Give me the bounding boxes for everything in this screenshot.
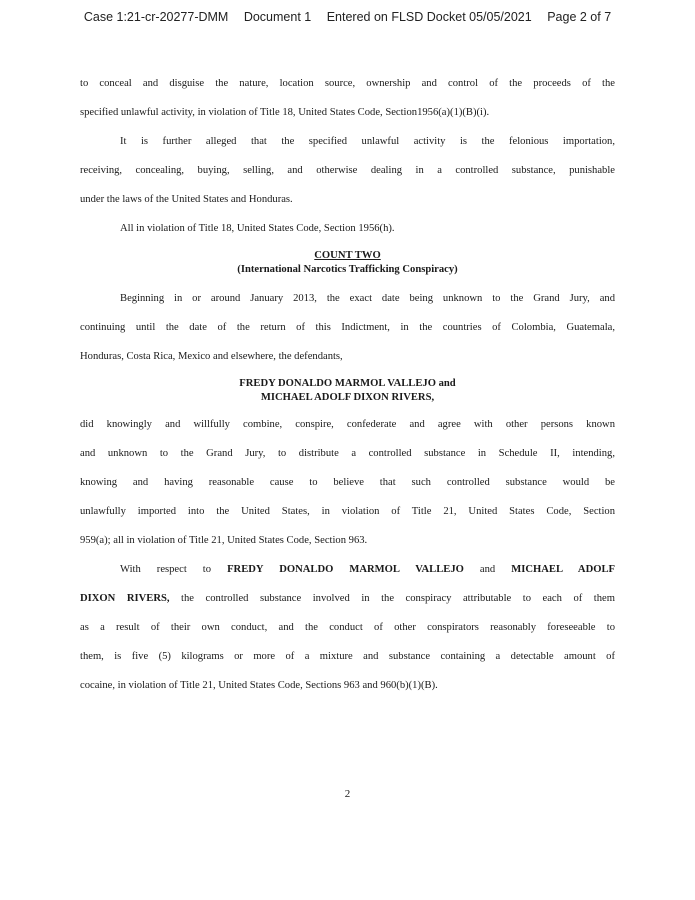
defendant-name-inline: FREDY DONALDO MARMOL VALLEJO [227,564,464,575]
para4-line: continuing until the date of the return of this Indictment, in the countries of Colombia, Guatemala, [80,322,615,333]
para6-line: With respect to FREDY DONALDO MARMOL VALLEJO and MICHAEL ADOLF [120,564,615,575]
page-indicator: Page 2 of 7 [547,10,612,24]
defendant-name-inline: MICHAEL ADOLF [511,564,615,575]
document-body [80,70,615,694]
defendant-name: FREDY DONALDO MARMOL VALLEJO and [239,378,456,389]
page-number: 2 [344,788,351,800]
para4-line: Honduras, Costa Rica, Mexico and elsewhere, the defendants, [80,351,343,362]
para2-line: under the laws of the United States and Honduras. [80,194,293,205]
para6-line: DIXON RIVERS, the controlled substance involved in the conspiracy attributable to each of them [80,593,615,604]
para1-line: to conceal and disguise the nature, location source, ownership and control of the proceeds of the [80,78,615,89]
case-number: Case 1:21-cr-20277-DMM [83,10,229,24]
count-subtitle: (International Narcotics Trafficking Conspiracy) [237,264,458,275]
para6-line: cocaine, in violation of Title 21, United States Code, Sections 963 and 960(b)(1)(B). [80,680,438,691]
para1-line: specified unlawful activity, in violation of Title 18, United States Code, Section1956(a)(1)(B)(i). [80,107,490,118]
para6-line: as a result of their own conduct, and the conduct of other conspirators reasonably foreseeable to [80,622,615,633]
para3-line: All in violation of Title 18, United States Code, Section 1956(h). [120,223,395,234]
para5-line: did knowingly and willfully combine, conspire, confederate and agree with other persons known [80,419,615,430]
defendant-name: MICHAEL ADOLF DIXON RIVERS, [260,392,435,403]
para6-line: them, is five (5) kilograms or more of a mixture and substance containing a detectable amount of [80,651,615,662]
document-number: Document 1 [243,10,312,24]
para5-line: knowing and having reasonable cause to believe that such controlled substance would be [80,477,615,488]
para2-line: receiving, concealing, buying, selling, and otherwise dealing in a controlled substance, punishable [80,165,615,176]
para5-line: 959(a); all in violation of Title 21, United States Code, Section 963. [80,535,368,546]
para4-line: Beginning in or around January 2013, the exact date being unknown to the Grand Jury, and [120,293,615,304]
para2-line: It is further alleged that the specified unlawful activity is the felonious importation, [120,136,615,147]
count-title: COUNT TWO [314,250,381,261]
docket-entry: Entered on FLSD Docket 05/05/2021 [326,10,532,24]
defendant-name-inline: DIXON RIVERS, [80,593,170,604]
para5-line: and unknown to the Grand Jury, to distribute a controlled substance in Schedule II, intending, [80,448,615,459]
docket-header [0,10,695,24]
para5-line: unlawfully imported into the United States, in violation of Title 21, United States Code, Section [80,506,615,517]
